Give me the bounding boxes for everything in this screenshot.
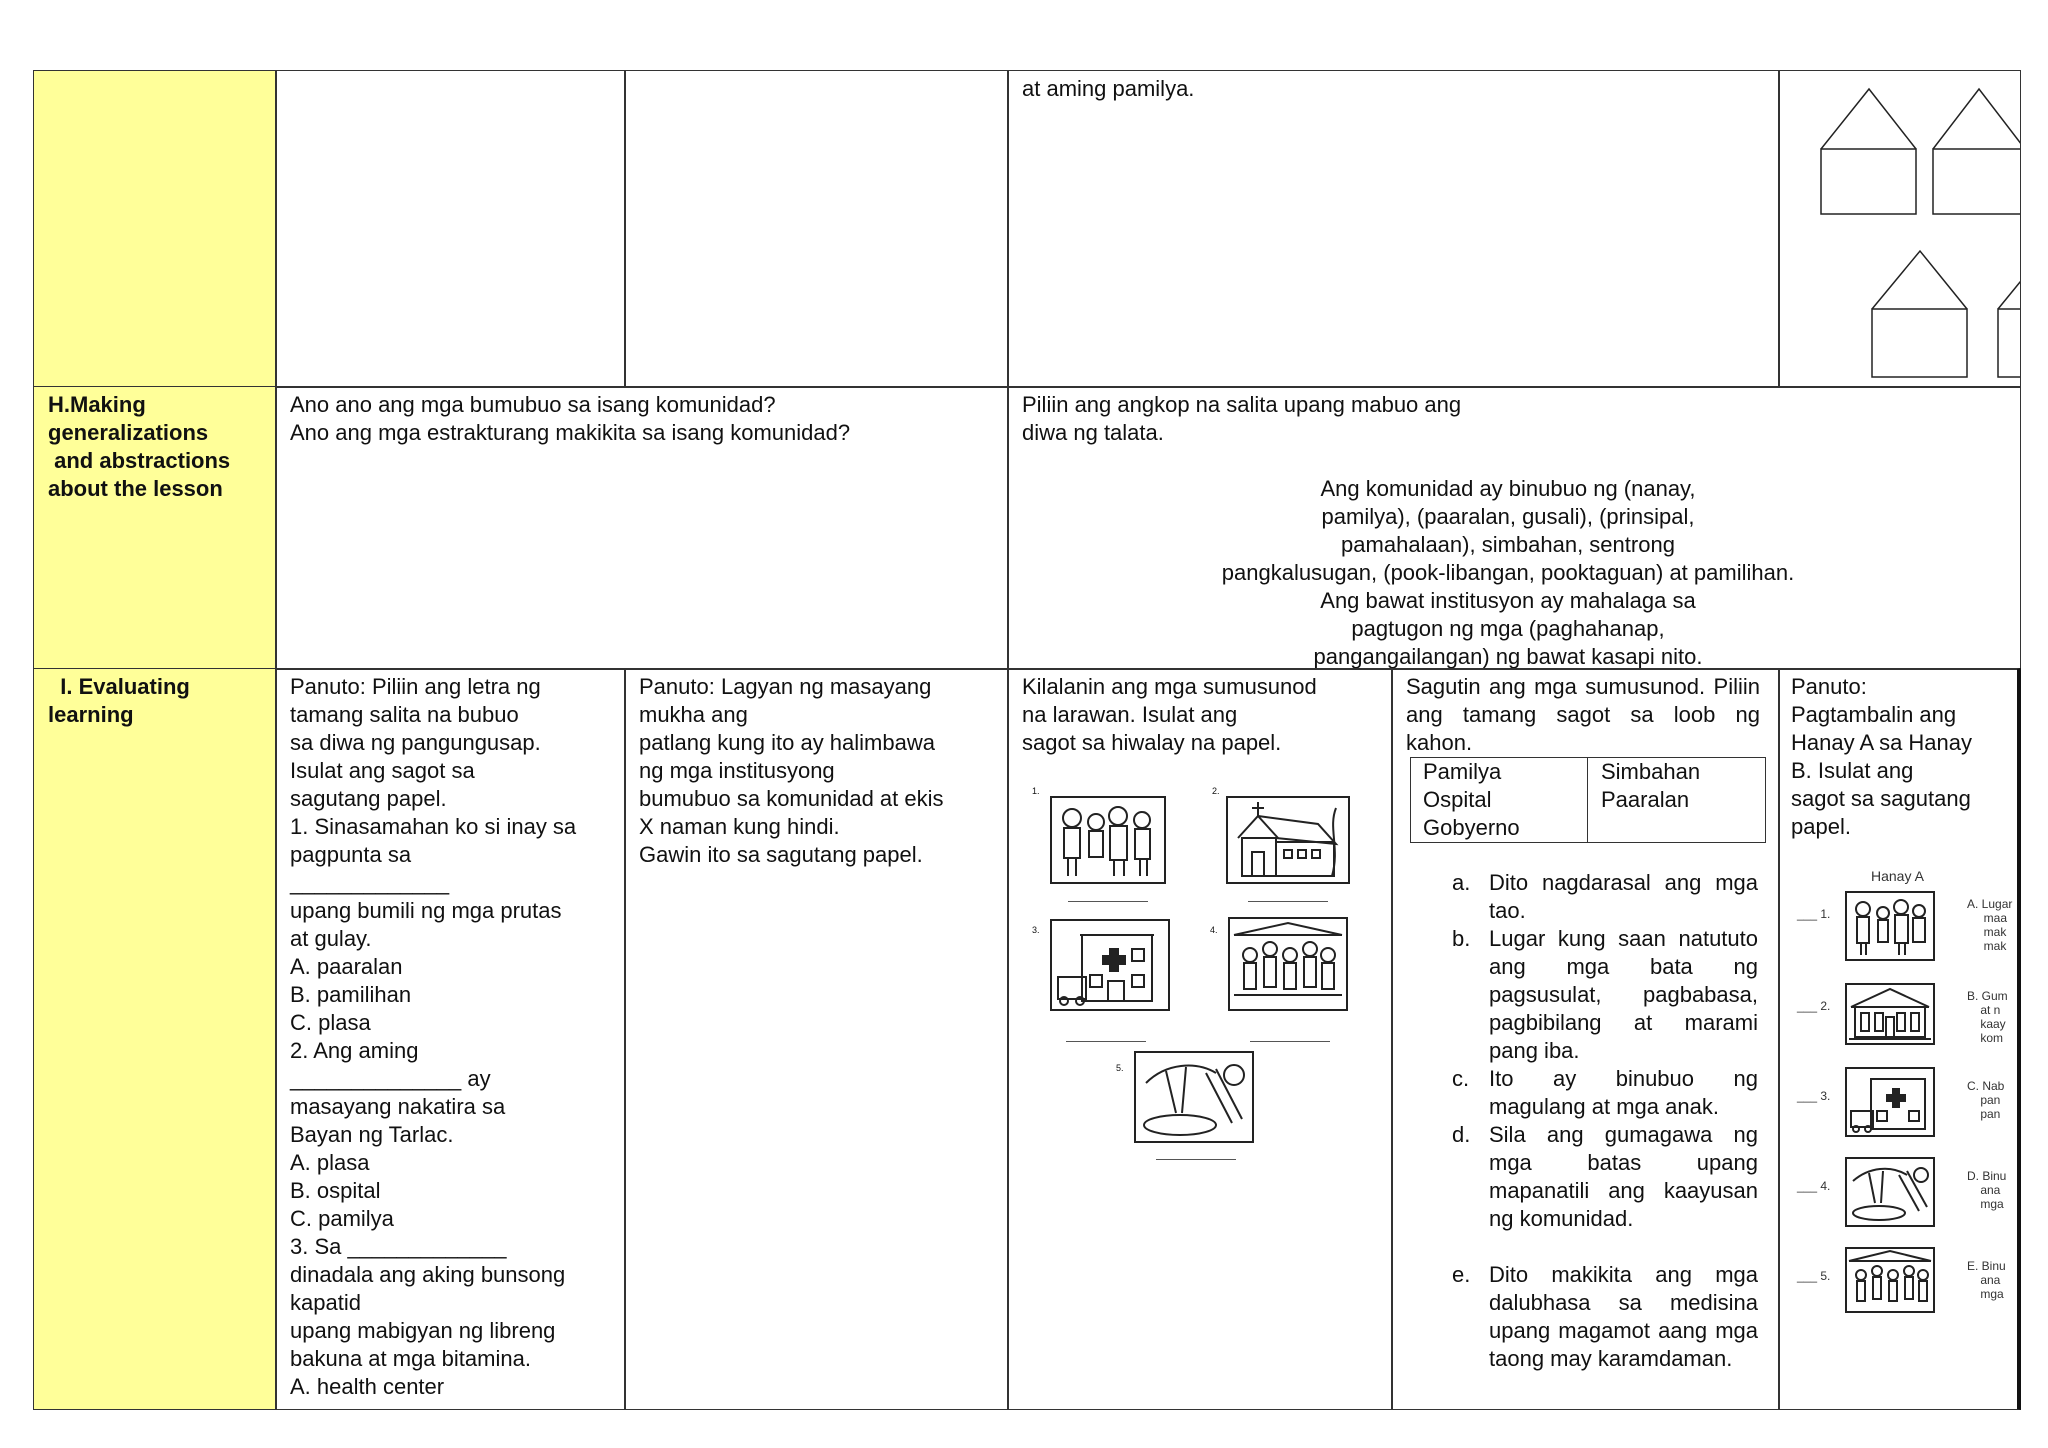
- hanay-b-c: C. Nab pan pan: [1967, 1079, 2005, 1121]
- list-text: Sila ang gumagawa ng mga batas upang mapanatili ang kaayusan ng komunidad.: [1489, 1122, 1758, 1231]
- church-picture: [1226, 796, 1350, 884]
- choice-ospital: Ospital: [1423, 787, 1492, 812]
- row-h-label: H.Making generalizations and abstractions about the lesson: [48, 392, 231, 501]
- row-h-questions: Ano ano ang mga bumubuo sa isang komunidad? Ano ang mga estrakturang makikita sa isang komunidad?: [290, 392, 851, 445]
- list-text: Ito ay binubuo ng magulang at mga anak.: [1489, 1066, 1758, 1119]
- hanay-b-e: E. Binu ana mga: [1967, 1259, 2006, 1301]
- choice-gobyerno: Gobyerno: [1423, 815, 1520, 840]
- list-letter: b.: [1452, 926, 1471, 951]
- choices-divider: [1587, 758, 1588, 842]
- list-text: Lugar kung saan natututo ang mga bata ng pagsusulat, pagbabasa, pagbibilang at marami pang iba.: [1489, 926, 1758, 1063]
- choice-paaralan: Paaralan: [1601, 787, 1690, 812]
- hanay-playground-picture: [1845, 1157, 1935, 1227]
- row-i-col5-text: Panuto: Pagtambalin ang Hanay A sa Hanay B. Isulat ang sagot sa sagutang papel.: [1791, 674, 1973, 839]
- row-h-paragraph: Ang komunidad ay binubuo ng (nanay, pamilya), (paaralan, gusali), (prinsipal, pamahalaan), simbahan, sentrong pangkalusugan, (pook-libangan, pooktaguan) at pamilihan. Ang bawat institusyon ay mahalaga sa pagtugon ng mga (paghahanap, pangangailangan) ng bawat kasapi nito.: [1221, 476, 1795, 669]
- list-text: Dito nagdarasal ang mga tao.: [1489, 870, 1758, 923]
- row-h-questions-cell: [275, 386, 1009, 670]
- list-letter: c.: [1452, 1066, 1470, 1091]
- hanay-b-b: B. Gum at n kaay kom: [1967, 989, 2008, 1045]
- hanay-hospital-picture: [1845, 1067, 1935, 1137]
- hanay-number-1: ___ 1.: [1797, 907, 1831, 921]
- hanay-b-d: D. Binu ana mga: [1967, 1169, 2007, 1211]
- label-cell-g: [33, 70, 277, 388]
- row-i-col4-cell: [1391, 668, 1780, 1410]
- hanay-family-picture: [1845, 891, 1935, 961]
- picture-number-3: 3.: [1032, 925, 1040, 935]
- answer-line-2: [1248, 901, 1328, 902]
- row-i-col2-text: Panuto: Lagyan ng masayang mukha ang patlang kung ito ay halimbawa ng mga institusyong bumubuo sa komunidad at ekis X naman kung hindi. Gawin ito sa sagutang papel.: [639, 674, 944, 867]
- list-text: Dito makikita ang mga dalubhasa sa medisina upang magamot aang mga taong may karamdaman.: [1489, 1262, 1758, 1371]
- row-i-col1-cell: [275, 668, 626, 1410]
- answer-line-4: [1250, 1041, 1330, 1042]
- choice-simbahan: Simbahan: [1601, 759, 1701, 784]
- row-i-col2-cell: [624, 668, 1009, 1410]
- row-h-activity-cell: [1007, 386, 2021, 670]
- hanay-market-picture: [1845, 1247, 1935, 1313]
- hanay-number-2: ___ 2.: [1797, 999, 1831, 1013]
- hanay-number-5: ___ 5.: [1797, 1269, 1831, 1283]
- hanay-number-3: ___ 3.: [1797, 1089, 1831, 1103]
- answer-line-1: [1068, 901, 1148, 902]
- picture-number-2: 2.: [1212, 786, 1220, 796]
- list-letter: e.: [1452, 1262, 1471, 1287]
- hospital-picture: [1050, 919, 1170, 1011]
- answer-line-3: [1066, 1041, 1146, 1042]
- label-cell-i: [33, 668, 277, 1410]
- picture-number-4: 4.: [1210, 925, 1218, 935]
- row-i-col3-text: Kilalanin ang mga sumusunod na larawan. Isulat ang sagot sa hiwalay na papel.: [1022, 674, 1317, 755]
- market-picture: [1228, 917, 1348, 1011]
- hanay-a-title: Hanay A: [1871, 868, 1924, 884]
- hanay-number-4: ___ 4.: [1797, 1179, 1831, 1193]
- row-i-col1-text: Panuto: Piliin ang letra ng tamang salita na bubuo sa diwa ng pangungusap. Isulat ang sagot sa sagutang papel. 1. Sinasamahan ko si inay sa pagpunta sa _____________ upang bumili ng mga prutas at gulay. A. paaralan B. pamilihan C. plasa 2. Ang aming ______________ ay masayang nakatira sa Bayan ng Tarlac. A. plasa B. ospital C. pamilya 3. Sa _____________ dinadala ang aking bunsong kapatid upang mabigyan ng libreng bakuna at mga bitamina. A. health center: [290, 674, 577, 1399]
- hanay-school-picture: [1845, 983, 1935, 1045]
- hanay-b-a: A. Lugar maa mak mak: [1967, 897, 2013, 953]
- list-letter: a.: [1452, 870, 1471, 895]
- row-i-label: I. Evaluating learning: [48, 674, 190, 727]
- row-h-instruction: Piliin ang angkop na salita upang mabuo ang diwa ng talata.: [1022, 392, 1462, 445]
- row-i-col3-cell: [1007, 668, 1393, 1410]
- row-i-col4-instruction: Sagutin ang mga sumusunod. Piliin ang tamang sagot sa loob ng kahon.: [1406, 674, 1767, 755]
- top-col3-text: at aming pamilya.: [1022, 76, 1195, 101]
- houses-cell: [1778, 70, 2021, 388]
- family-picture: [1050, 796, 1166, 884]
- label-cell-h: [33, 386, 277, 670]
- choices-box: [1410, 757, 1766, 843]
- playground-picture: [1134, 1051, 1254, 1143]
- choice-pamilya: Pamilya: [1423, 759, 1502, 784]
- answer-line-5: [1156, 1159, 1236, 1160]
- houses-drawing: [1779, 71, 2021, 388]
- top-col2-cell: [624, 70, 1009, 388]
- picture-number-1: 1.: [1032, 786, 1040, 796]
- picture-number-5: 5.: [1116, 1063, 1124, 1073]
- list-letter: d.: [1452, 1122, 1471, 1147]
- top-col3-cell: [1007, 70, 1780, 388]
- row-i-col5-cell: [1778, 668, 2021, 1410]
- top-col1-cell: [275, 70, 626, 388]
